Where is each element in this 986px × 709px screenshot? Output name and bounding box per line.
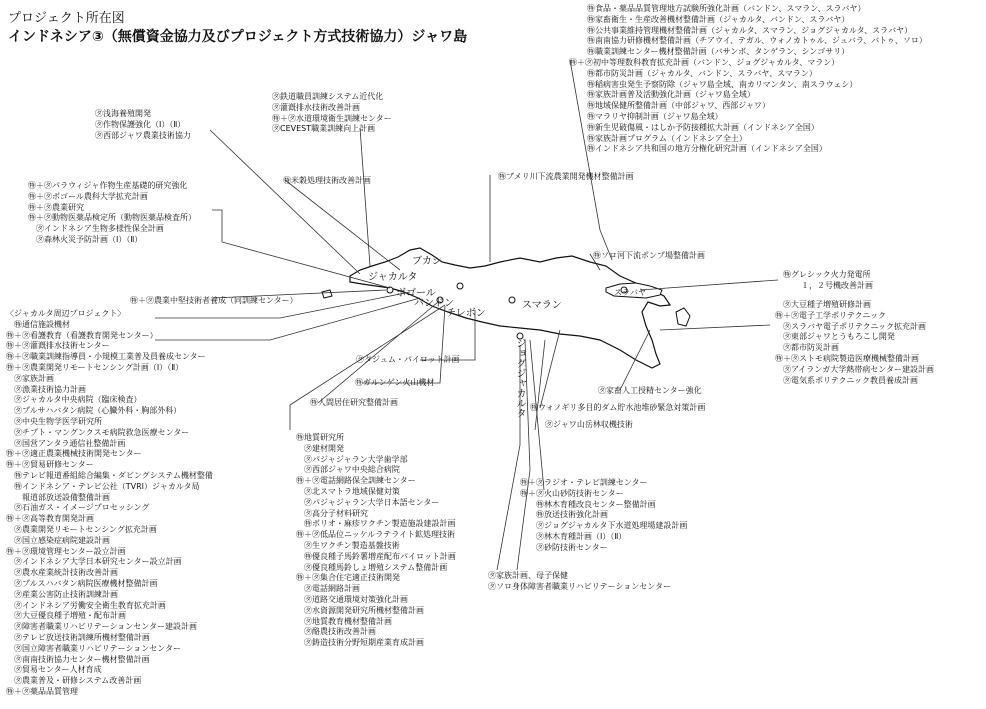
project-item: ㊕南南協力研修機材整備計画（チアウイ、テガル、ウォノカトゥル、ジュバラ、バトゥ、ソロ） [587, 36, 927, 46]
project-list-bandung [296, 433, 456, 649]
project-item: ㋟農水産業統計技術改善計画 [6, 568, 118, 578]
project-item: ㋟中央生物学医学研究所 [6, 416, 102, 426]
project-item: ㋟プルスハバタン病院医療機材整備計画 [6, 578, 158, 588]
project-item: ㊕＋㋟農業研究 [28, 202, 84, 212]
project-item: ㊕＋㋟適正農業機械技術開発センター [6, 449, 142, 459]
project-taj: ㋟タジュム・パイロット計画 [356, 355, 460, 364]
city-label-surabaya: スラバヤ [614, 288, 646, 297]
project-housing: ㊕人間居住研究整備計画 [310, 398, 398, 407]
city-label-jakarta: ジャカルタ [368, 272, 418, 283]
project-agri-school: ㊕＋㋟農業中堅技術者養成（同訓練センター） [130, 296, 298, 305]
project-item: ㋟アイランガ大学熱帯病センター建設計画 [775, 364, 934, 374]
project-item: ㋟インドネシア生物多様性保全計画 [28, 224, 164, 234]
project-item: ㋟鋳造技術分野短期産業育成計画 [296, 638, 424, 648]
project-item: ㊕マラリヤ抑制計画（ジャワ島全域） [587, 111, 723, 121]
project-item: ㋟貿易センター人材育成 [6, 665, 102, 675]
city-label-cirebon: チレボン [446, 308, 486, 319]
project-item: ㋟酪農技術改善計画 [296, 627, 376, 637]
project-brantas: ㊕ブメリ川下流農業開発機材整備計画 [498, 172, 634, 181]
project-item: ㋟生ワクチン製造基盤技術 [296, 540, 400, 550]
project-list-surabaya [775, 300, 934, 386]
project-item: ㊕＋㋟初中等理数科教育拡充計画（バンドン、ジョグジャカルタ、マラン） [569, 57, 840, 67]
project-item: ㋟国営アンタラ通信社整備計画 [6, 438, 126, 448]
city-label-bekasi: ブカシ [412, 256, 442, 267]
city-label-bandung: バンドン [414, 298, 454, 309]
project-item: ㊕＋㋟パラウィジャ作物生産基礎的研究強化 [28, 181, 188, 190]
city-label-semarang: スマラン [522, 300, 562, 311]
project-list-bogor [28, 181, 196, 246]
project-item: ㋟作物保護強化（Ⅰ）（Ⅱ） [95, 119, 186, 129]
project-item: ㊕＋㋟看護教育（看護教育開発センター） [6, 330, 158, 340]
project-item: ㋟優良種馬鈴しょ増殖システム整備計画 [296, 562, 448, 572]
project-item: ㋟農業普及・研修システム改善計画 [6, 676, 142, 686]
project-item: ㋟西部ジャワ中央総合病院 [296, 465, 400, 475]
project-item: ㋟国立感染症病院建設計画 [6, 535, 110, 545]
project-item: ㊕＋㋟灌漑排水技術センター [6, 341, 110, 351]
project-item: ㊕グレシック火力発電所 [783, 270, 871, 279]
project-item: ㋟林木育種計画（Ⅰ）（Ⅱ） [520, 531, 627, 541]
city-label-yogyakarta: ジョグジャカルタ [514, 338, 525, 418]
project-item: 〈ジャカルタ周辺プロジェクト〉 [6, 309, 126, 318]
project-item: ㋟スラバヤ電子ポリテクニック拡充計画 [775, 321, 927, 331]
project-item: ㋟障害者職業リハビリテーションセンター建設計画 [6, 622, 197, 632]
project-item: ㊕＋㋟集合住宅適正技術開発 [296, 573, 400, 583]
project-galunggung: ㊕ガルンゲン火山機材 [355, 378, 435, 387]
project-item: ㋟家族計画、母子保健 [488, 571, 568, 580]
project-item: ㋟パジャジャラン大学歯学部 [296, 454, 408, 464]
project-item: ㋟西部ジャワ農業技術協力 [95, 130, 191, 140]
project-item: ㊕公共事業維持管理機材整備計画（ジャカルタ、スマラン、ジョグジャカルタ、スラバヤ） [587, 25, 913, 35]
project-item: ㊕＋㋟ラジオ・テレビ訓練センター [520, 478, 648, 487]
project-list-jakarta-infra [272, 92, 392, 135]
small-island [322, 290, 332, 298]
project-item: ㋟北スマトラ地域保健対策 [296, 486, 400, 496]
city-label-bogor: ボゴール [396, 288, 436, 299]
project-item: ㋟電話網路計画 [296, 584, 360, 594]
project-item: ㋟浅海養殖開発 [95, 109, 151, 118]
project-item: ㋟漁業技術協力計画 [6, 384, 86, 394]
project-item: ㊕家畜衛生・生産改善機材整備計画（ジャカルタ、バンドン、スラバヤ） [587, 14, 850, 24]
project-agri-machine: ㋟ジャワ山岳林収機技術 [545, 420, 633, 429]
project-item: ㊕家族計画プログラム（インドネシア全土） [587, 133, 747, 143]
project-item: ㋟ソロ身体障害者職業リハビリテーションセンター [488, 581, 671, 591]
project-item: ㊕＋㋟火山砂防技術センター [520, 488, 624, 498]
project-item: ㋟石油ガス・イメージプロセッシング [6, 503, 150, 513]
project-gresik [783, 270, 873, 292]
project-item: ㋟砂防技術センター [520, 542, 608, 552]
cirebon-marker [457, 283, 463, 289]
project-item: ㋟インドネシア大学日本研究センター設立計画 [6, 557, 182, 567]
project-item: ㋟南南技術協力センター機材整備計画 [6, 654, 150, 664]
map-title: プロジェクト所在図 [8, 11, 125, 26]
project-item: ㋟テレビ放送技術訓練所機材整備計画 [6, 632, 150, 642]
project-item: ㊕＋㋟電子工学ポリテクニック [775, 310, 887, 320]
project-item: ㊕＋㋟水道環境衛生訓練センター [272, 113, 392, 123]
project-item: ㊕＋㋟電話網路保全訓練センター [296, 476, 416, 486]
project-item: ㋟灌漑排水技術改善計画 [272, 102, 360, 112]
project-item: ㊕＋㋟職業訓練指導員・小規模工業普及員養成センター [6, 352, 206, 362]
java-island [350, 248, 670, 368]
project-list-jakarta [6, 309, 213, 698]
project-item: ㊕テレビ報道番組総合編集・ダビングシステム機材整備 [6, 470, 213, 480]
project-list-yogyakarta [520, 478, 687, 554]
bali-island [676, 308, 690, 326]
project-item: ㋟チプト・マングンクスモ病院救急医療センター [6, 427, 190, 437]
project-item: ㊕林木育種改良センター整備計画 [520, 499, 656, 509]
project-item: ㊕都市防災計画（ジャカルタ、バンドン、スラバヤ、スマラン） [587, 68, 817, 78]
project-item: ㋟国立障害者職業リハビリテーションセンター [6, 643, 181, 653]
project-item: ㊕家族計画普及活動強化計画（ジャワ島全域） [587, 90, 755, 100]
project-item: ㊕放送技術強化計画 [520, 510, 608, 520]
project-item: ㊕＋㋟ボゴール農科大学拡充計画 [28, 191, 148, 201]
project-item: ㊕インドネシア共和国の地方分権化研究計画（インドネシア全国） [587, 144, 827, 154]
project-item: ㋟ジョグジャカルタ下水道処理場建設計画 [520, 521, 688, 531]
project-item: ㋟プルサハバタン病院（心臓外科・胸部外科） [6, 406, 182, 416]
project-wonogiri: ㊕ウォノギリ多目的ダム貯水池堆砂緊急対策計画 [530, 403, 706, 412]
project-list-top-right [569, 4, 927, 155]
project-item: ㊕＋㋟貿易研修センター [6, 460, 94, 470]
project-item: ㊕職業訓練センター機材整備計画（バサンボ、タンゲラン、シンゴサリ） [587, 47, 850, 57]
project-item: ㋟電気系ポリテクニック教員養成計画 [775, 375, 919, 385]
project-item: ㊕通信施設機材 [6, 319, 70, 329]
project-item: ㋟産業公害防止技術訓練計画 [6, 589, 118, 599]
project-item: ㋟鉄道職員訓練システム近代化 [272, 92, 384, 101]
project-item: ㋟東部ジャワとうもろこし開発 [775, 332, 895, 342]
project-ai-center: ㋟家畜人工授精センター強化 [598, 386, 702, 395]
project-item: ㋟建材開発 [296, 443, 344, 453]
project-item: ㊕＋㋟薬品品質管理 [6, 686, 78, 696]
project-item: ㋟都市防災計画 [775, 343, 839, 353]
project-item: ㋟パジャジャラン大学日本語センター [296, 497, 440, 507]
project-item: ㊕インドネシア・テレビ公社（TVRI）ジャカルタ局 [6, 481, 200, 491]
project-item: ㊕＋㋟ストモ病院製造医療機械整備計画 [775, 353, 919, 363]
project-item: １，２号機改善計画 [801, 280, 873, 290]
project-item: ㋟道路交通環境対策強化計画 [296, 594, 408, 604]
project-item: ㋟水資源開発研究所機材整備計画 [296, 605, 424, 615]
project-item: ㊕＋㋟環境管理センター設立計画 [6, 546, 126, 556]
project-item: ㊕＋㋟動物医薬品検定所（動物医薬品検査所） [28, 213, 196, 223]
project-item: ㊕＋㋟低品位ニッケルラテライト鉱処理技術 [296, 530, 456, 540]
project-item: ㊕優良種子馬鈴薯増産配布パイロット計画 [296, 551, 456, 561]
project-item: ㋟大豆種子増殖研修計画 [775, 300, 871, 309]
project-solo-pump: ㊕ソロ河下流ポンプ場整備計画 [593, 251, 705, 260]
project-list-west-java-agri [95, 109, 191, 141]
project-item: ㊕＋㋟高等教育開発計画 [6, 514, 94, 524]
project-list-solo-family [488, 571, 671, 593]
project-item: ㋟インドネシア労働安全衛生教育拡充計画 [6, 600, 166, 610]
project-item: ㋟大豆優良種子増殖・配布計画 [6, 611, 126, 621]
semarang-marker [509, 297, 515, 303]
project-item: ㊕ボリオ・麻疹ワクチン製造施設建設計画 [296, 519, 456, 529]
project-item: ㋟CEVEST職業訓練向上計画 [272, 124, 376, 134]
project-item: ㊕地域保健所整備計画（中部ジャワ、西部ジャワ） [587, 101, 771, 111]
project-item: ㊕地質研究所 [296, 433, 344, 442]
project-item: ㋟ジャカルタ中央病院（臨床検査） [6, 395, 142, 405]
project-item: ㋟家族計画 [6, 373, 54, 383]
project-item: ㋟農業開発リモートセンシング拡充計画 [6, 524, 157, 534]
project-item: ㊕新生児破傷風・はしか予防接種拡大計画（インドネシア全国） [587, 122, 819, 132]
project-item: ㊕食品・薬品品質管理地方試験所強化計画（バンドン、スマラン、スラバヤ） [587, 4, 866, 13]
project-item: 報道部放送設備整備計画 [6, 492, 110, 502]
map-subtitle: インドネシア③（無償資金協力及びプロジェクト方式技術協力）ジャワ島 [8, 29, 468, 45]
project-item: ㋟高分子材料研究 [296, 508, 368, 518]
project-item: ㊕＋㋟農業開発リモートセンシング計画（Ⅰ）（Ⅱ） [6, 362, 184, 372]
project-item: ㋟森林火災予防計画（Ⅰ）（Ⅱ） [28, 234, 143, 244]
project-rice: ㊕米穀処理技術改善計画 [283, 176, 371, 185]
project-item: ㊕稲病害虫発生予察防除（ジャワ島全域、南カリマンタン、南スラウェシ） [587, 79, 858, 89]
project-item: ㋟地質教育機材整備計画 [296, 616, 392, 626]
